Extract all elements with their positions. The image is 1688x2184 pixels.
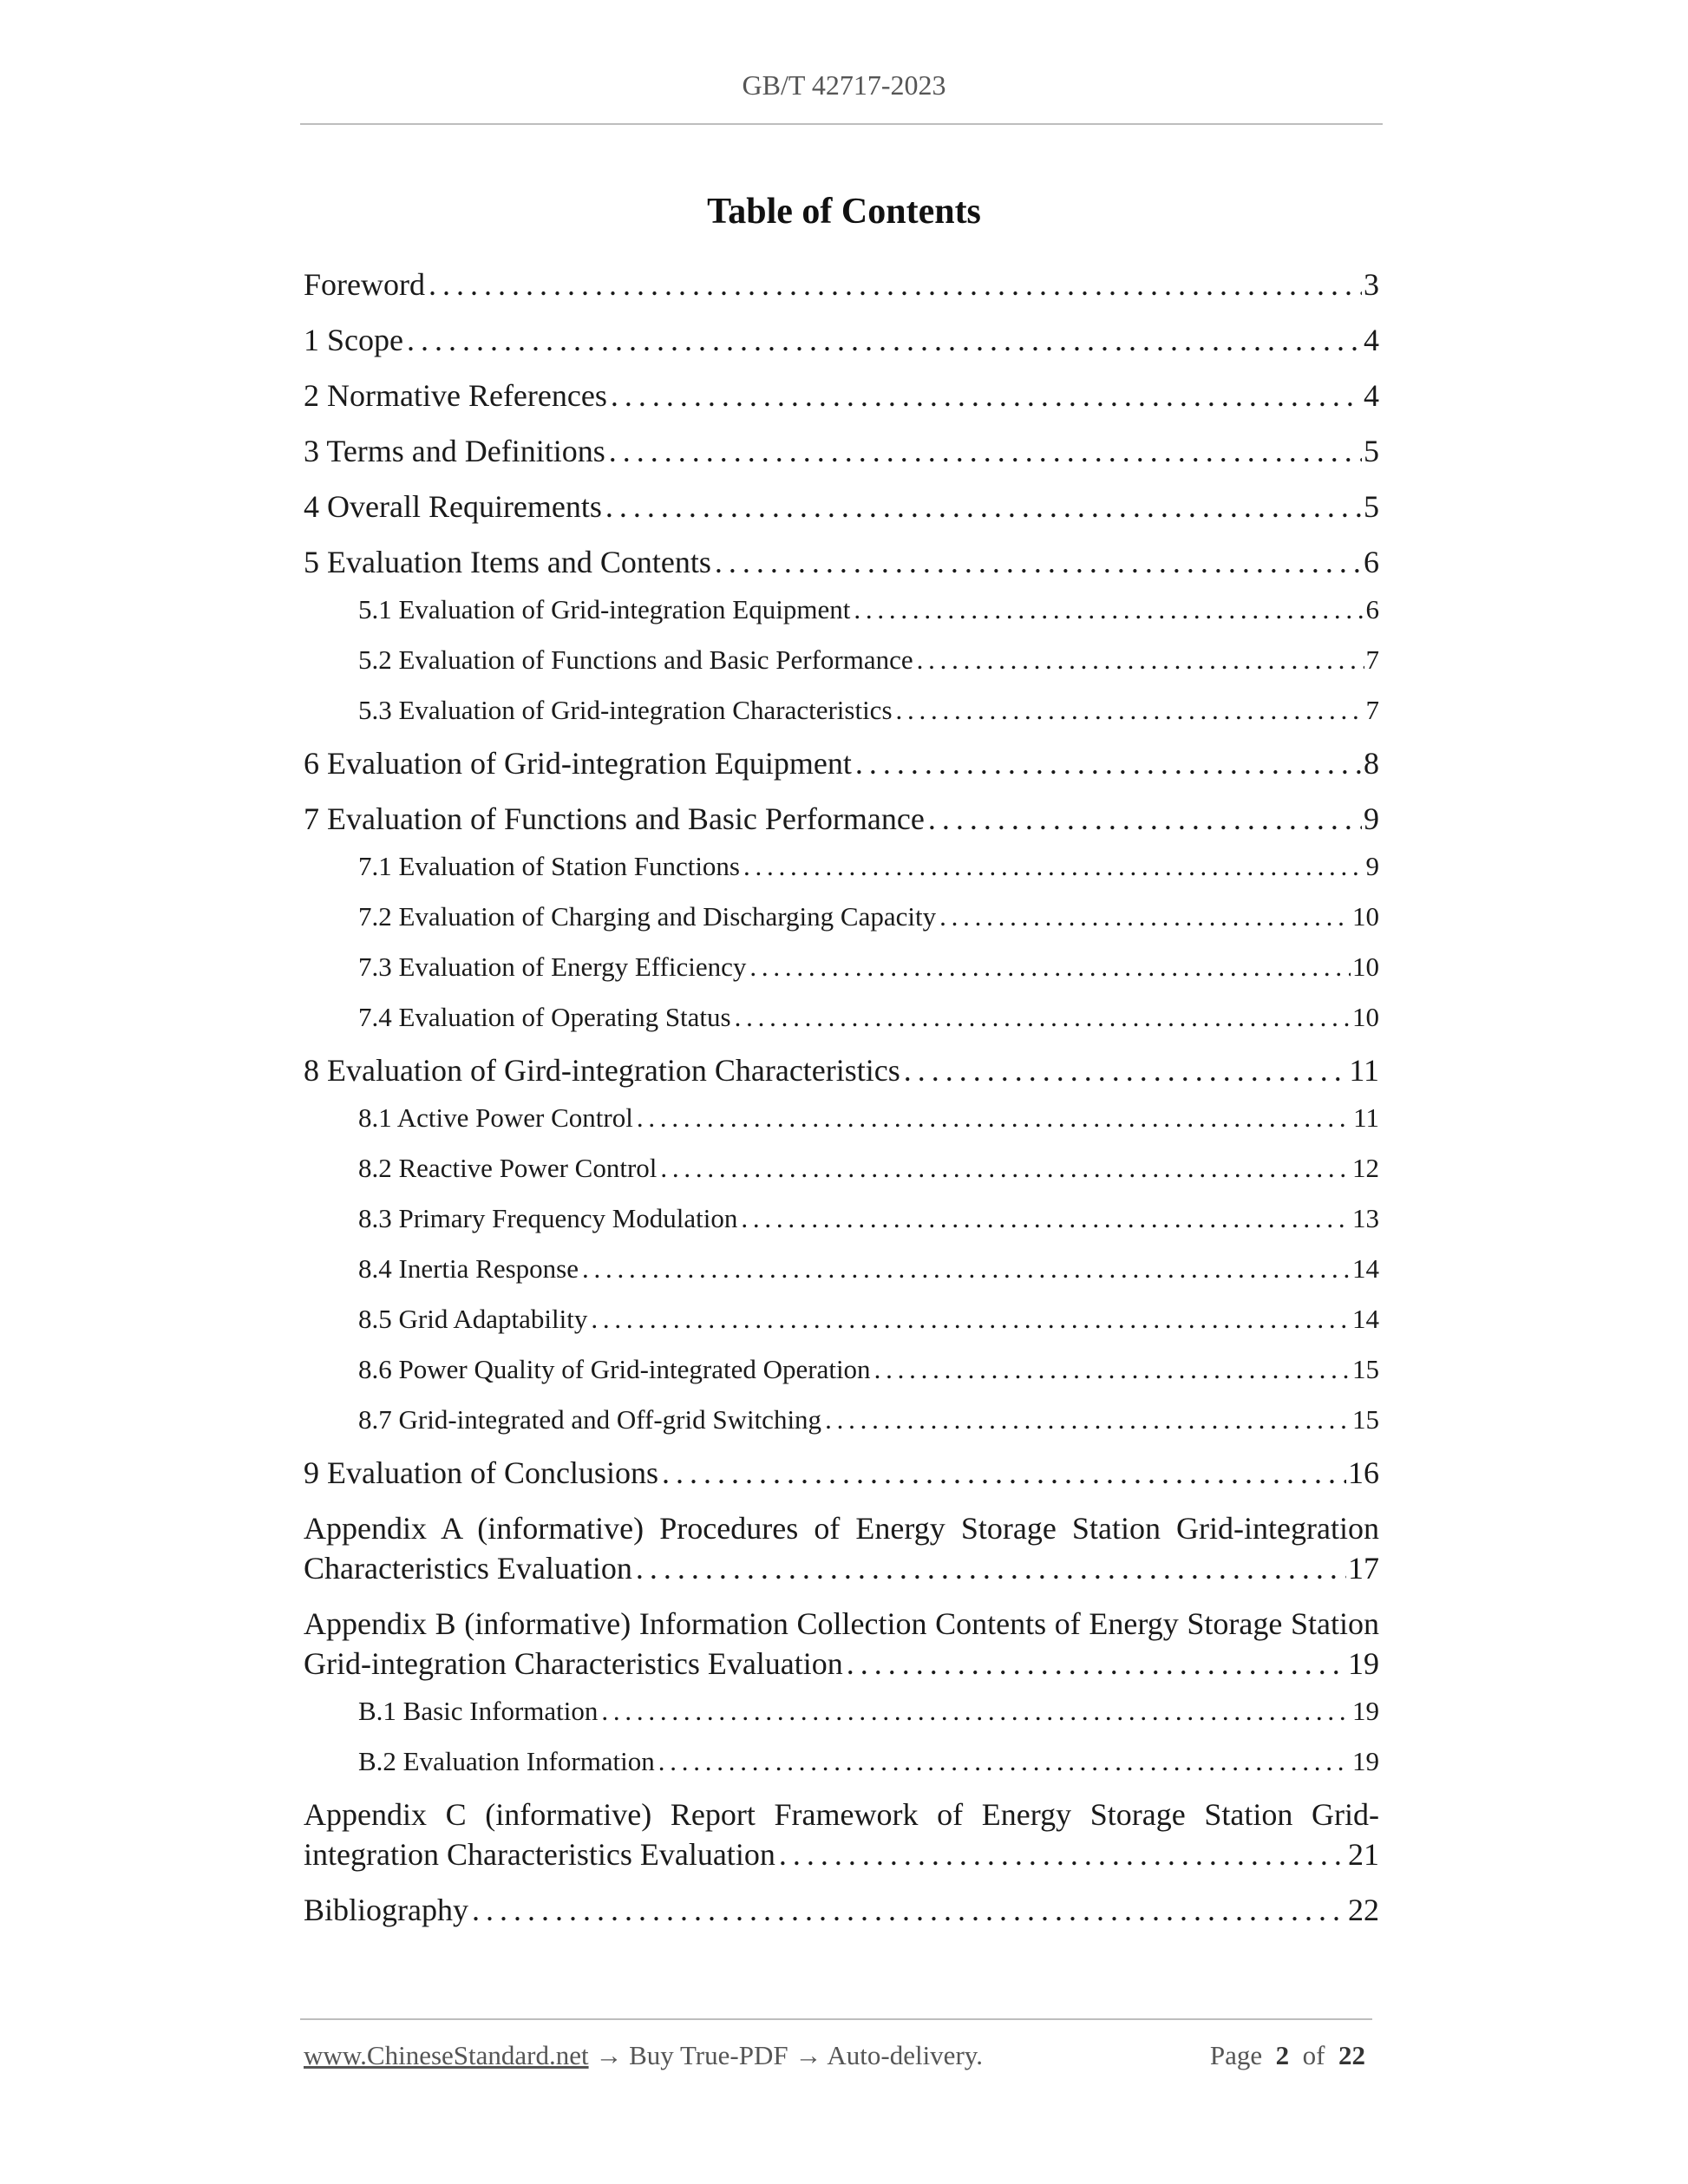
toc-entry-section-5[interactable]: 5 Evaluation Items and Contents . . . 6: [304, 542, 1379, 582]
toc-entry-appendix-b[interactable]: Appendix B (informative) Information Collection Contents of Energy Storage Station Grid-integration Characteristics Evaluation . . . 19: [304, 1604, 1379, 1684]
toc-entry-8-7[interactable]: 8.7 Grid-integrated and Off-grid Switching . . . 15: [304, 1403, 1379, 1437]
toc-entry-5-1[interactable]: 5.1 Evaluation of Grid-integration Equipment . . . 6: [304, 592, 1379, 627]
toc-entry-7-4[interactable]: 7.4 Evaluation of Operating Status . . . 10: [304, 1000, 1379, 1035]
page-indicator: Page 2 of 22: [1209, 2040, 1365, 2070]
toc-entry-8-2[interactable]: 8.2 Reactive Power Control . . . 12: [304, 1151, 1379, 1186]
header-divider: [300, 123, 1383, 125]
toc-entry-foreword[interactable]: Foreword . . . 3: [304, 265, 1379, 304]
toc-entry-bibliography[interactable]: Bibliography . . . 22: [304, 1890, 1379, 1930]
total-pages: 22: [1338, 2040, 1365, 2070]
toc-entry-section-9[interactable]: 9 Evaluation of Conclusions . . . 16: [304, 1453, 1379, 1493]
toc-title: Table of Contents: [707, 192, 981, 232]
toc-entry-5-3[interactable]: 5.3 Evaluation of Grid-integration Characteristics . . . 7: [304, 693, 1379, 728]
toc-entry-normative-references[interactable]: 2 Normative References . . . 4: [304, 376, 1379, 415]
site-link[interactable]: www.ChineseStandard.net: [304, 2040, 589, 2070]
toc-entry-terms-definitions[interactable]: 3 Terms and Definitions . . . 5: [304, 431, 1379, 471]
toc-entry-7-1[interactable]: 7.1 Evaluation of Station Functions . . . 9: [304, 849, 1379, 884]
toc-entry-8-4[interactable]: 8.4 Inertia Response . . . 14: [304, 1252, 1379, 1286]
toc-entry-overall-requirements[interactable]: 4 Overall Requirements . . . 5: [304, 487, 1379, 526]
toc-entry-appendix-a[interactable]: Appendix A (informative) Procedures of Energy Storage Station Grid-integration Characteristics Evaluation . . . 17: [304, 1508, 1379, 1588]
toc-entry-7-2[interactable]: 7.2 Evaluation of Charging and Discharging Capacity . . . 10: [304, 899, 1379, 934]
toc-entry-8-3[interactable]: 8.3 Primary Frequency Modulation . . . 13: [304, 1201, 1379, 1236]
toc-entry-b-1[interactable]: B.1 Basic Information . . . 19: [304, 1694, 1379, 1729]
toc-entry-5-2[interactable]: 5.2 Evaluation of Functions and Basic Performance . . . 7: [304, 643, 1379, 677]
toc-entry-8-1[interactable]: 8.1 Active Power Control . . . 11: [304, 1101, 1379, 1135]
toc-entry-section-7[interactable]: 7 Evaluation of Functions and Basic Performance . . . 9: [304, 799, 1379, 839]
document-code-header: GB/T 42717-2023: [742, 69, 946, 101]
toc-entry-8-6[interactable]: 8.6 Power Quality of Grid-integrated Operation . . . 15: [304, 1352, 1379, 1387]
toc-entry-scope[interactable]: 1 Scope . . . 4: [304, 320, 1379, 360]
toc-entry-b-2[interactable]: B.2 Evaluation Information . . . 19: [304, 1744, 1379, 1779]
toc-entry-section-8[interactable]: 8 Evaluation of Gird-integration Characteristics . . . 11: [304, 1050, 1379, 1090]
toc-entry-7-3[interactable]: 7.3 Evaluation of Energy Efficiency . . . 10: [304, 950, 1379, 984]
footer-divider: [300, 2018, 1372, 2020]
toc-entry-section-6[interactable]: 6 Evaluation of Grid-integration Equipment . . . 8: [304, 743, 1379, 783]
toc-entry-8-5[interactable]: 8.5 Grid Adaptability . . . 14: [304, 1302, 1379, 1337]
footer-promo: [304, 2040, 983, 2071]
table-of-contents: [304, 265, 1379, 1945]
footer-promo-text: → Buy True-PDF → Auto-delivery.: [588, 2040, 983, 2070]
toc-entry-appendix-c[interactable]: Appendix C (informative) Report Framework of Energy Storage Station Grid- integration Characteristics Evaluation . . . 21: [304, 1795, 1379, 1874]
current-page: 2: [1275, 2040, 1290, 2070]
